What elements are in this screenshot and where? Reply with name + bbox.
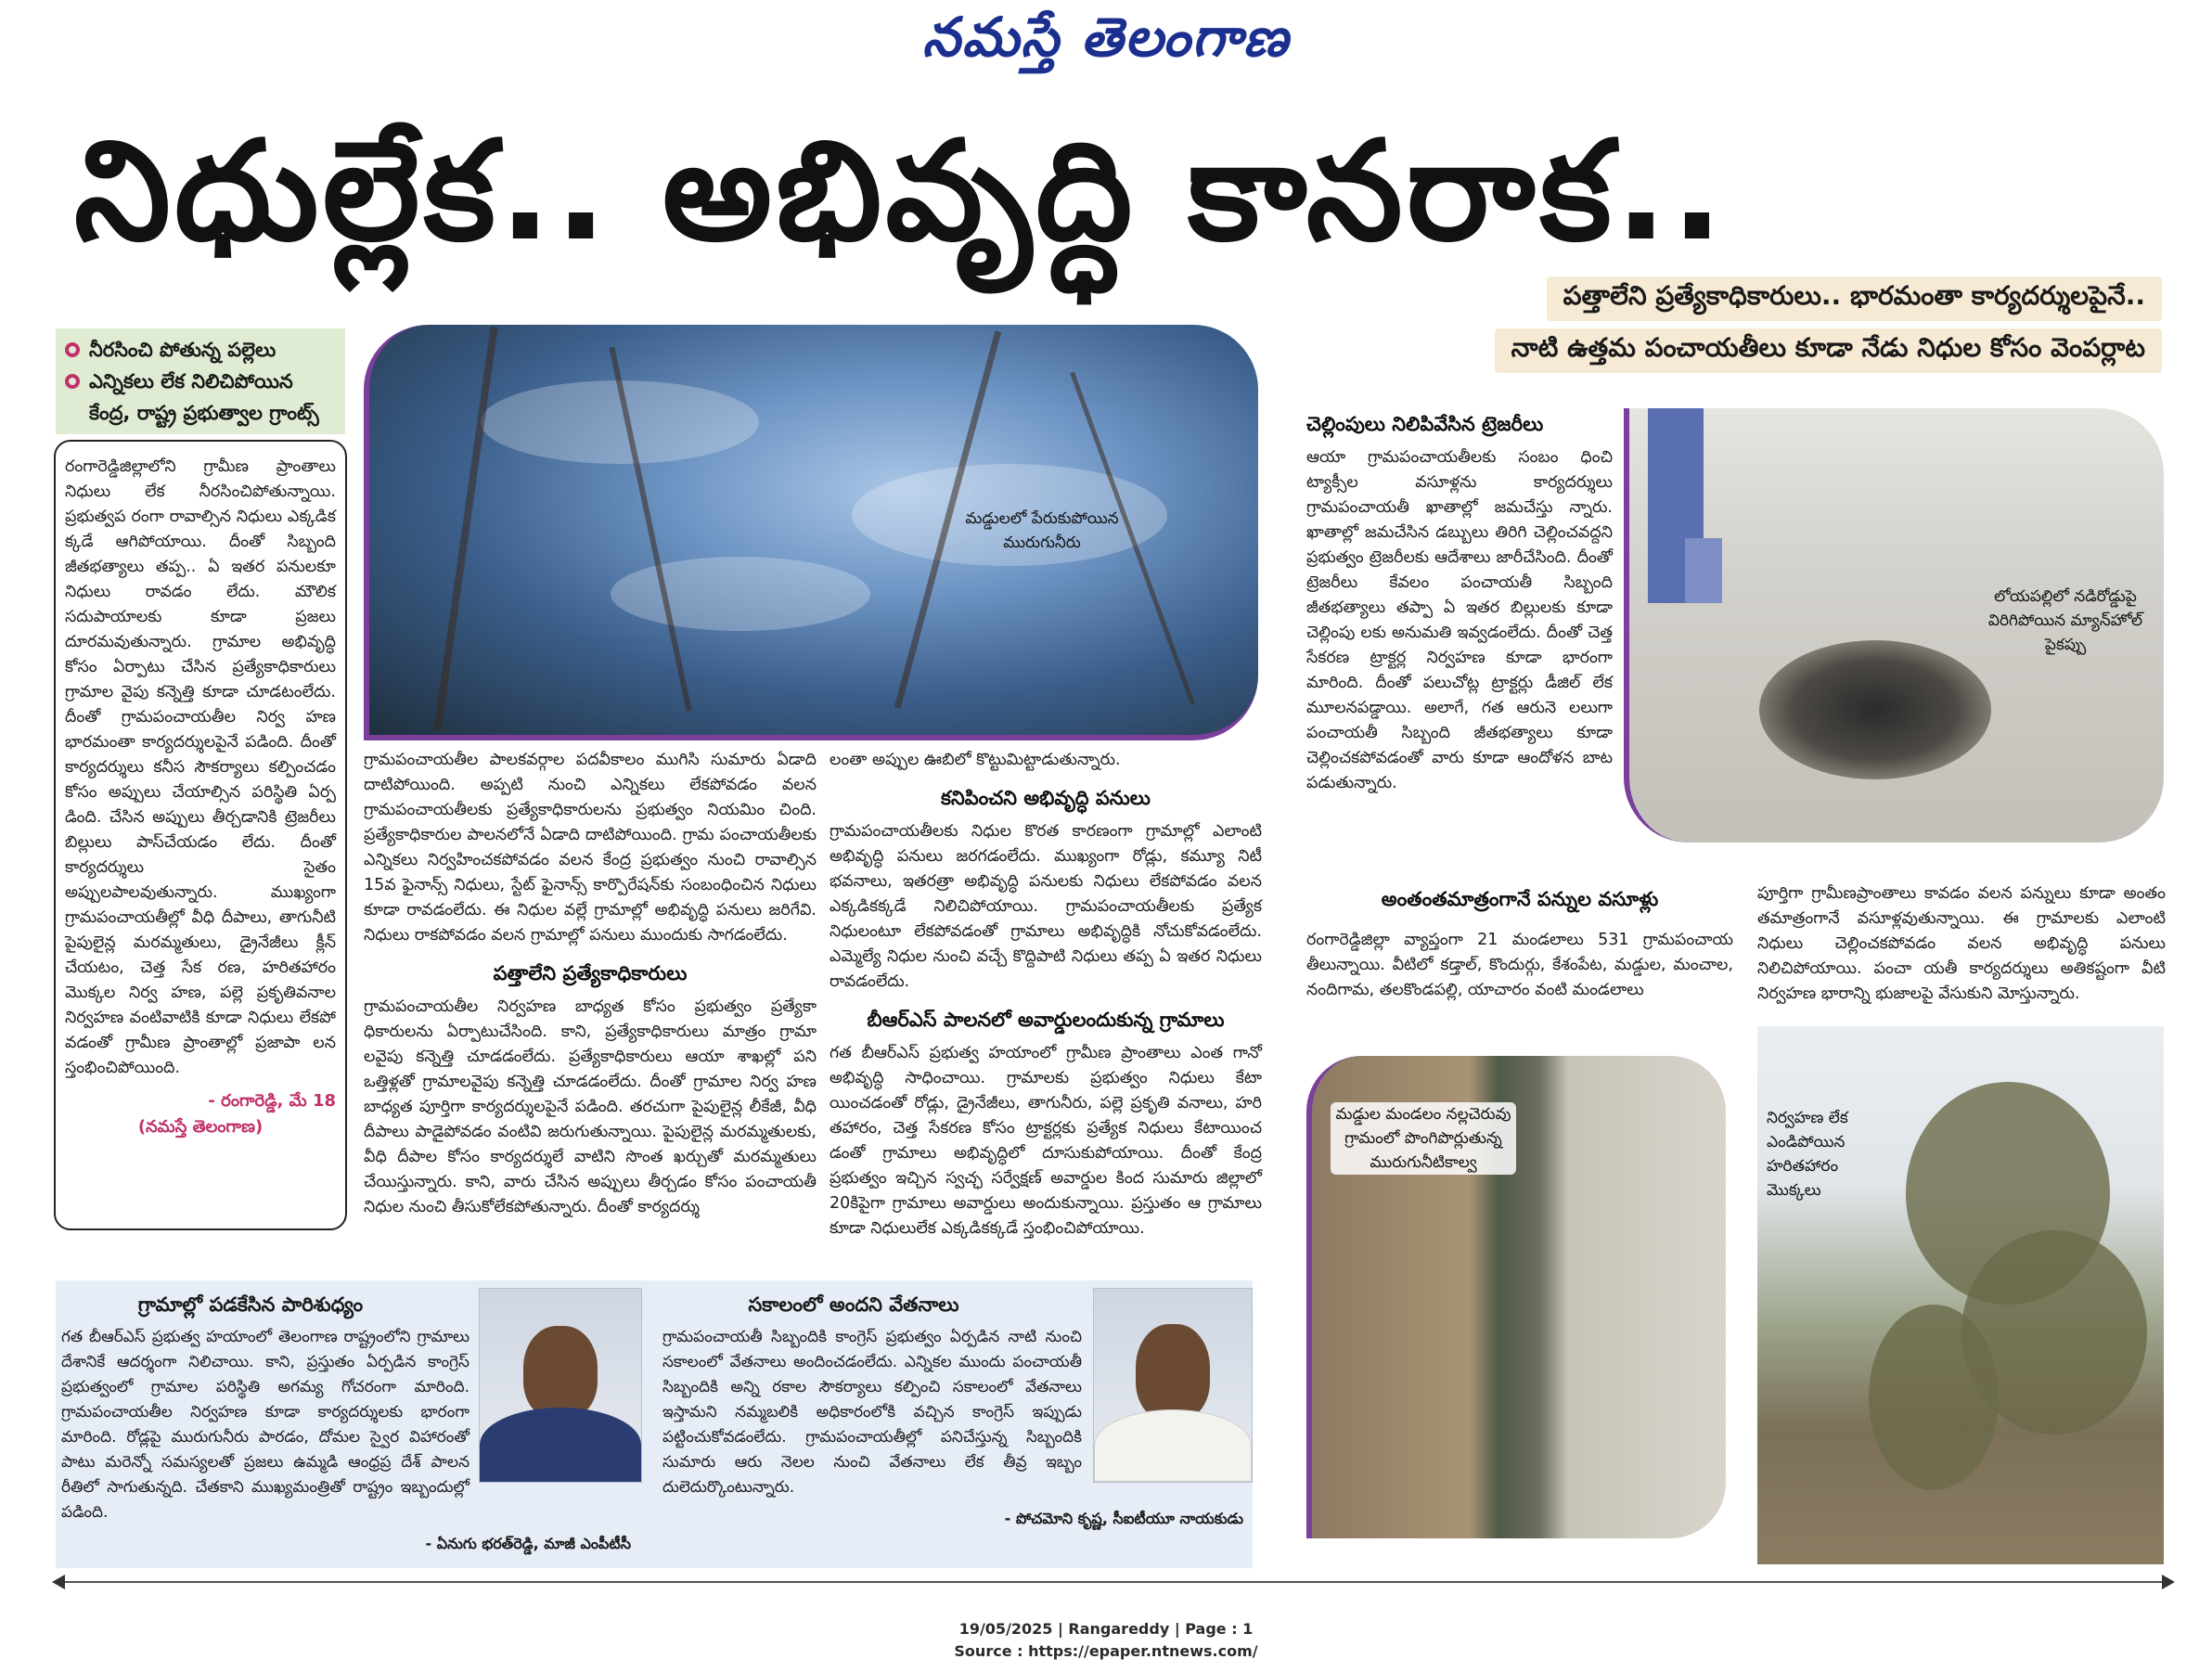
article-paragraph: రంగారెడ్డిజిల్లా వ్యాప్తంగా 21 మండలాలు 531 గ్రామపంచాయ తీలున్నాయి. వీటిలో కడ్తాల్, కొందుర్గు, కేశంపేట, మడ్డుల, మంచాల, నందిగామ, తలకొండపల్లి, యాచారం వంటి మండలాలు [1306,931,1733,999]
bullet-summary [56,328,345,434]
footer-date-edition: 19/05/2025 | Rangareddy | Page : 1 [958,1620,1254,1638]
photo-caption: మడ్డులలో పేరుకుపోయిన మురుగునీరు [965,509,1119,552]
manhole [1759,640,1991,779]
article-column-a [364,748,817,1220]
section-heading: పత్తాలేని ప్రత్యేకాధికారులు [493,962,688,984]
photo-caption: లోయపల్లిలో నడిరోడ్డుపై విరిగిపోయిన మ్యాన్‌హోల్ పైకప్పు [1987,587,2143,654]
opinion-text: గ్రామపంచాయతీ సిబ్బందికి కాంగ్రెస్ ప్రభుత్వం ఏర్పడిన నాటి నుంచి సకాలంలో వేతనాలు అందించడంలేదు. ఎన్నికల ముందు పంచాయతీ సిబ్బందికి అన్ని రకాల సౌకర్యాలు కల్పించి సకాలంలో వేతనాలు ఇస్తామని నమ్మబలికి అధికారంలోకి వచ్చిన కాంగ్రెస్ ఇప్పుడు పట్టించుకోవడంలేదు. గ్రామపంచాయతీల్లో పనిచేస్తున్న సిబ్బందికి సుమారు ఆరు నెలల నుంచి వేతనాలు లేక తీవ్ర ఇబ్బం దులెదుర్కొంటున్నారు. [662,1328,1082,1497]
arrow-right-icon [2162,1575,2175,1589]
article-column-d [1757,881,2166,1007]
page-footer [0,1618,2212,1663]
portrait-photo [1093,1288,1253,1483]
photo-overflowing-drain [1306,1056,1726,1538]
opinion-left [56,1280,649,1556]
masthead-logo: నమస్తే తెలంగాణ [922,6,1290,69]
bullet-icon [65,374,80,389]
section-heading: చెల్లింపులు నిలిపివేసిన ట్రెజరీలు [1306,413,1544,435]
opinion-right [659,1280,1253,1531]
dateline-source: (నమస్తే తెలంగాణ) [137,1117,264,1137]
article-paragraph: గత బీఆర్‌ఎస్ ప్రభుత్వ హయాంలో గ్రామీణ ప్రాంతాలు ఎంత గానో అభివృద్ధి సాధించాయి. గ్రామాలకు ప్రభుత్వం నిధులు కేటా యించడంతో రోడ్లు, డ్రైనేజీలు, తాగునీరు, పల్లె ప్రకృతి వనాలు, హరి తహారం, చెత్త సేకరణ కోసం ట్రాక్టర్లకు ప్రత్యేక నిధులు కేటాయించ డంతో గ్రామాలు అభివృద్ధిలో దూసుకుపోయాయి. దీంతో కేంద్ర ప్రభుత్వం ఇచ్చిన స్వచ్ఛ సర్వేక్షణ్ అవార్డుల కింద సుమారు జిల్లాలో 20కిపైగా గ్రామాలు అవార్డులు అందుకున్నాయి. ప్రస్తుతం ఆ గ్రామాలు కూడా నిధులులేక ఎక్కడికక్కడే స్తంభించిపోయాయి. [830,1044,1262,1238]
arrow-left-icon [52,1575,65,1589]
opinion-heading: సకాలంలో అందని వేతనాలు [748,1293,959,1316]
bullet-text: ఎన్నికలు లేక నిలిచిపోయిన [89,370,293,392]
intro-paragraph: రంగారెడ్డిజిల్లాలోని గ్రామీణ ప్రాంతాలు నిధులు లేక నీరసించిపోతున్నాయి. ప్రభుత్వప రంగా రావాల్సిన నిధులు ఎక్కడిక క్కడే ఆగిపోయాయి. దీంతో సిబ్బంది జీతభత్యాలు తప్ప.. ఏ ఇతర పనులకూ నిధులు రావడం లేదు. మౌలిక సదుపాయాలకు కూడా ప్రజలు దూరమవుతున్నారు. గ్రామాల అభివృద్ధి కోసం ఏర్పాటు చేసిన ప్రత్యేకాధికారులు గ్రామాల వైపు కన్నెత్తి కూడా చూడటంలేదు. దీంతో గ్రామపంచాయతీల నిర్వ హణ భారమంతా కార్యదర్శులపైనే పడింది. దీంతో కార్యదర్శులు కనీస సౌకర్యాలు కల్పించడం కోసం అప్పులు చేయాల్సిన పరిస్థితి ఏర్ప డింది. చేసిన అప్పులు తీర్చడానికి ట్రెజరీలు బిల్లులు పాస్‌చేయడం లేదు. దీంతో కార్యదర్శులు సైతం అప్పులపాలవుతున్నారు. ముఖ్యంగా గ్రామపంచాయతీల్లో వీధి దీపాలు, తాగునీటి పైపులైన్ల మరమ్మతులు, డ్రైనేజీలు క్లీన్ చేయటం, చెత్త సేక రణ, హరితహారం మొక్కల నిర్వ హణ, పల్లె ప్రకృతివనాల నిర్వహణ వంటివాటికి కూడా నిధులు లేకపో వడంతో గ్రామీణ ప్రాంతాల్లో ప్రజాపా లన స్తంభించిపోయింది. [65,457,336,1077]
article-column-c2 [1306,928,1733,1003]
article-paragraph: గ్రామపంచాయతీల నిర్వహణ బాధ్యత కోసం ప్రభుత్వం ప్రత్యేకా ధికారులను ఏర్పాటుచేసింది. కాని, ప్రత్యేకాధికారులు మాత్రం గ్రామా లవైపు కన్నెత్తి చూడడంలేదు. ప్రత్యేకాధికారులు ఆయా శాఖల్లో పని ఒత్తిళ్లతో గ్రామాలవైపు కన్నెత్తి చూడడంలేదు. దీంతో గ్రామాల నిర్వ హణ బాధ్యత పూర్తిగా కార్యదర్శులపైనే పడింది. తరచుగా పైపులైన్ల లీకేజీ, వీధి దీపాలు పాడైపోవడం వంటివి జరుగుతున్నాయి. పైపులైన్ల మరమ్మతులకు, వీధి దీపాల కోసం కార్యదర్శులే వాటిని సొంత ఖర్చుతో మరమ్మతులు చేయిస్తున్నారు. కాని, వారు చేసిన అప్పులు తీర్చడం కోసం పంచాయతీ నిధుల నుంచి తీసుకోలేకపోతున్నారు. దీంతో కార్యదర్శు [364,997,817,1216]
article-paragraph: లంతా అప్పుల ఊబిలో కొట్టుమిట్టాడుతున్నారు. [830,751,1121,769]
footer-source-link[interactable]: Source : https://epaper.ntnews.com/ [954,1642,1258,1660]
opinion-heading: గ్రామాల్లో పడకేసిన పారిశుధ్యం [137,1293,364,1316]
subheadline-2: నాటి ఉత్తమ పంచాయతీలు కూడా నేడు నిధుల కోసం వెంపర్లాట [1495,328,2162,373]
article-paragraph: పూర్తిగా గ్రామీణప్రాంతాలు కావడం వలన పన్నులు కూడా అంతం తమాత్రంగానే వసూళ్లవుతున్నాయి. ఈ గ్రామాలకు ఎలాంటి నిధులు చెల్లించకపోవడం వలన అభివృద్ధి పనులు నిలిచిపోయాయి. పంచా యతీ కార్యదర్శులు అతికష్టంగా వీటి నిర్వహణ భారాన్ని భుజాలపై వేసుకుని మోస్తున్నారు. [1757,884,2166,1003]
opinion-text: గత బీఆర్‌ఎస్ ప్రభుత్వ హయాంలో తెలంగాణ రాష్ట్రంలోని గ్రామాలు దేశానికే ఆదర్శంగా నిలిచాయి. కాని, ప్రస్తుతం ఏర్పడిన కాంగ్రెస్ ప్రభుత్వంలో గ్రామాల పరిస్థితి అగమ్య గోచరంగా మారింది. గ్రామపంచాయతీల నిర్వహణ కూడా కార్యదర్శులకు భారంగా మారింది. రోడ్లపై మురుగునీరు పారడం, దోమల స్వైర విహారంతో పాటు మరెన్నో సమస్యలతో ప్రజలు ఉమ్మడి ఆంధ్రప్ర దేశ్ పాలన రీతిలో సాగుతున్నది. చేతకాని ముఖ్యమంత్రితో రాష్ట్రం ఇబ్బందుల్లో పడింది. [61,1328,469,1522]
bullet-text-continued: కేంద్ర, రాష్ట్ర ప్రభుత్వాల గ్రాంట్స్ [89,402,319,424]
article-column-b [830,748,1262,1241]
bullet-item [65,334,336,366]
dateline: - రంగారెడ్డి, మే 18 [208,1091,336,1111]
article-paragraph: ఆయా గ్రామపంచాయతీలకు సంబం ధించి ట్యాక్సీల వసూళ్లను కార్యదర్శులు గ్రామపంచాయతీ ఖాతాల్లో జమచేస్తు న్నారు. ఖాతాల్లో జమచేసిన డబ్బులు తిరిగి చెల్లించవద్దని ప్రభుత్వం ట్రెజరీలకు ఆదేశాలు జారీచేసింది. దీంతో ట్రెజరీలు కేవలం పంచాయతీ సిబ్బంది జీతభత్యాలు తప్పా ఏ ఇతర బిల్లులకు కూడా చెల్లింపు లకు అనుమతి ఇవ్వడంలేదు. దీంతో చెత్త సేకరణ ట్రాక్టర్ల నిర్వహణ కూడా భారంగా మారింది. దీంతో పలుచోట్ల ట్రాక్టర్లు డీజిల్ లేక మూలనపడ్డాయి. అలాగే, గత ఆరునె లలుగా పంచాయతీ సిబ్బంది జీతభత్యాలు కూడా చెల్లించకపోవడంతో వారు కూడా ఆందోళన బాట పడుతున్నారు. [1306,448,1613,792]
intro-box [54,440,347,1230]
article-paragraph: గ్రామపంచాయతీల పాలకవర్గాల పదవీకాలం ముగిసి సుమారు ఏడాది దాటిపోయింది. అప్పటి నుంచి ఎన్నికలు లేకపోవడం వలన గ్రామపంచాయతీలకు ప్రత్యేకాధికారులను ప్రభుత్వం నియమిం చింది. ప్రత్యేకాధికారుల పాలనలోనే ఏడాది దాటిపోయింది. గ్రామ పంచాయతీలకు ఎన్నికలు నిర్వహించకపోవడం వలన కేంద్ర ప్రభుత్వం నుంచి రావాల్సిన 15వ ఫైనాన్స్ నిధులు, స్టేట్ ఫైనాన్స్ కార్పొరేషన్‌కు సంబంధించిన నిధులు కూడా రావడంలేదు. ఈ నిధుల వల్లే గ్రామాల్లో అభివృద్ధి పనులు జరిగేవి. నిధులు రాకపోవడం వలన గ్రామాల్లో పనులు ముందుకు సాగడంలేదు. [364,751,817,945]
photo-caption: నిర్వహణ లేక ఎండిపోయిన హరితహారం మొక్కలు [1767,1109,1848,1200]
bullet-item [65,366,336,397]
section-heading: బీఆర్‌ఎస్ పాలనలో అవార్డులందుకున్న గ్రామాలు [867,1009,1225,1031]
bullet-icon [65,342,80,357]
photo-stagnant-water [364,325,1258,740]
page-divider [56,1581,2162,1583]
photo-broken-manhole [1624,408,2164,842]
section-heading: కనిపించని అభివృద్ధి పనులు [941,787,1151,809]
subheadline-1: పత్తాలేని ప్రత్యేకాధికారులు.. భారమంతా కార్యదర్శులపైనే.. [1547,277,2162,321]
portrait-photo [479,1288,642,1483]
subheadline-block [1392,277,2162,380]
page-headline: నిధుల్లేక.. అభివృద్ధి కానరాక.. [74,111,1728,271]
article-column-c [1306,408,1613,796]
photo-caption: మడ్డుల మండలం నల్లచెరువు గ్రామంలో పొంగిపొర్లుతున్న మురుగునీటికాల్వ [1331,1102,1516,1175]
section-heading: అంతంతమాత్రంగానే పన్నుల వసూళ్లు [1381,888,1659,910]
opinion-signature: - పోచమోని కృష్ణ, సీఐటీయూ నాయకుడు [1004,1510,1243,1527]
opinion-signature: - ఏనుగు భరత్‌రెడ్డి, మాజీ ఎంపీటీసీ [425,1535,631,1552]
bullet-text: నీరసించి పోతున్న పల్లెలు [89,339,276,361]
photo-dried-saplings [1757,1026,2164,1564]
article-paragraph: గ్రామపంచాయతీలకు నిధుల కొరత కారణంగా గ్రామాల్లో ఎలాంటి అభివృద్ధి పనులు జరగడంలేదు. ముఖ్యంగా రోడ్లు, కమ్యూ నిటీ భవనాలు, ఇతరత్రా అభివృద్ధి పనులకు నిధులు లేకపోవడం వలన ఎక్కడికక్కడే నిలిచిపోయాయి. గ్రామపంచాయతీలకు ప్రత్యేక నిధులంటూ లేకపోవడంతో గ్రామాలు అభివృద్ధికి నోచుకోవడంలేదు. ఎమ్మెల్యే నిధుల నుంచి వచ్చే కొద్దిపాటి నిధులు తప్ప ఏ ఇతర నిధులు రావడంలేదు. [830,822,1262,991]
opinion-panel [56,1280,1253,1568]
